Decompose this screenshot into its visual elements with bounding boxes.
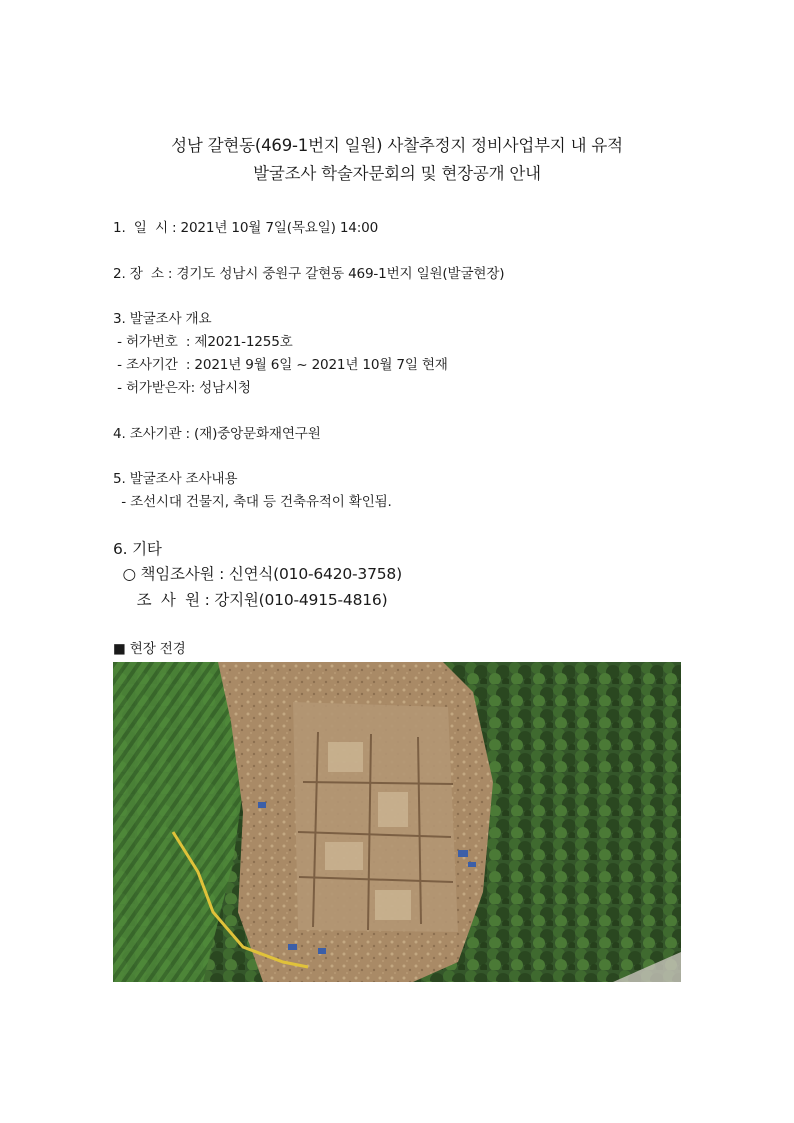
section-institution: 4. 조사기관 : (재)중앙문화재연구원 <box>113 426 321 442</box>
document-title-line-2: 발굴조사 학술자문회의 및 현장공개 안내 <box>253 164 541 183</box>
contact-researcher: 조 사 원 : 강지원(010-4915-4816) <box>113 591 388 609</box>
photo-caption: ■ 현장 전경 <box>113 641 186 657</box>
contact-lead-researcher: ○ 책임조사원 : 신연식(010-6420-3758) <box>113 565 402 583</box>
content-description: - 조선시대 건물지, 축대 등 건축유적이 확인됨. <box>113 494 392 510</box>
overview-period: - 조사기간 : 2021년 9월 6일 ~ 2021년 10월 7일 현재 <box>113 357 448 373</box>
overview-permit-holder: - 허가받은자: 성남시청 <box>113 380 251 396</box>
section-content-heading: 5. 발굴조사 조사내용 <box>113 471 238 487</box>
document-title-line-1: 성남 갈현동(469-1번지 일원) 사찰추정지 정비사업부지 내 유적 <box>171 136 623 155</box>
site-aerial-photo <box>113 662 681 982</box>
section-overview-heading: 3. 발굴조사 개요 <box>113 311 212 327</box>
overview-permit-number: - 허가번호 : 제2021-1255호 <box>113 334 293 350</box>
section-other-heading: 6. 기타 <box>113 540 162 558</box>
section-date: 1. 일 시 : 2021년 10월 7일(목요일) 14:00 <box>113 220 379 236</box>
section-location: 2. 장 소 : 경기도 성남시 중원구 갈현동 469-1번지 일원(발굴현장) <box>113 266 505 282</box>
